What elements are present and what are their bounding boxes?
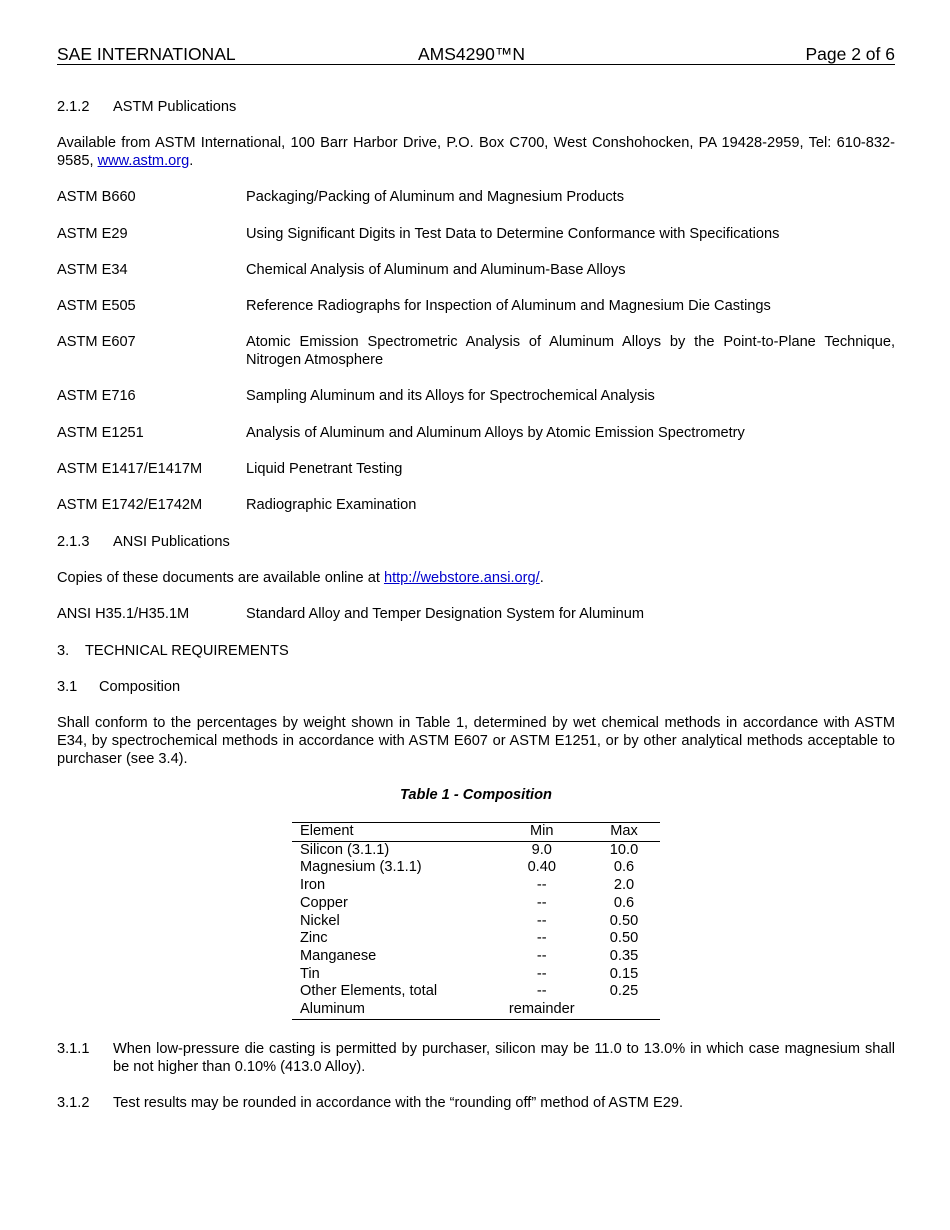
table-row (292, 966, 660, 984)
table-cell: -- (536, 930, 547, 947)
reference-code: ANSI H35.1/H35.1M (57, 606, 190, 622)
astm-availability-text: Available from ASTM International, 100 Barr Harbor Drive, P.O. Box C700, West Conshohocken, PA 19428-2959, Tel: 610-832-9585, www.astm.org. (57, 135, 895, 169)
reference-code: ASTM E34 (57, 262, 128, 278)
reference-title: Liquid Penetrant Testing (246, 461, 403, 477)
reference-title: Radiographic Examination (246, 497, 417, 513)
table-cell: Zinc (300, 930, 328, 947)
table-cell: -- (536, 912, 547, 929)
header-document-number: AMS4290™N (418, 44, 525, 64)
column-header: Element (292, 823, 496, 842)
table-cell: -- (536, 894, 547, 911)
table-cell: 0.6 (613, 859, 635, 876)
section-2-1-2-heading: 2.1.2 ASTM Publications (57, 99, 237, 115)
table-header-row (292, 823, 660, 842)
table-cell: 0.6 (613, 894, 635, 911)
astm-website-link[interactable]: www.astm.org (97, 153, 190, 169)
reference-title: Analysis of Aluminum and Aluminum Alloys by Atomic Emission Spectrometry (246, 425, 745, 441)
paragraph-number: 3.1.2 (57, 1095, 90, 1111)
header-page-number: Page 2 of 6 (805, 44, 895, 64)
composition-paragraph: Shall conform to the percentages by weight shown in Table 1, determined by wet chemical methods in accordance with ASTM E34, by spectrochemical methods in accordance with ASTM E607 or ASTM E1251, or by other analytical methods acceptable to purchaser (see 3.4). (57, 715, 895, 767)
reference-code: ASTM E1417/E1417M (57, 461, 203, 477)
table-cell: Magnesium (3.1.1) (300, 859, 422, 876)
page-header (57, 44, 895, 65)
table-cell: Aluminum (292, 1001, 496, 1019)
table-row (292, 859, 660, 877)
table-row (292, 1001, 660, 1019)
paragraph-number: 3.1.1 (57, 1041, 90, 1057)
column-header: Max (588, 823, 660, 842)
table-row (292, 983, 660, 1001)
ansi-webstore-link[interactable]: http://webstore.ansi.org/ (383, 570, 540, 586)
table-cell: -- (536, 947, 547, 964)
table-cell: -- (536, 983, 547, 1000)
table-row (292, 913, 660, 931)
table-cell: 0.25 (609, 983, 639, 1000)
table-cell: Nickel (300, 912, 340, 929)
table-cell: -- (536, 877, 547, 894)
table-cell: -- (536, 965, 547, 982)
reference-code: ASTM E1742/E1742M (57, 497, 203, 513)
table-row (292, 930, 660, 948)
table-cell: remainder (496, 1001, 589, 1019)
table-cell: Iron (300, 877, 326, 894)
table-row (292, 895, 660, 913)
table-cell: Manganese (300, 947, 377, 964)
table-cell: Copper (300, 894, 348, 911)
table-row (292, 841, 660, 859)
table-cell: Other Elements, total (300, 983, 438, 1000)
reference-title: Using Significant Digits in Test Data to Determine Conformance with Specifications (246, 226, 780, 242)
section-3-heading: 3. TECHNICAL REQUIREMENTS (57, 643, 289, 659)
table-cell: 0.15 (609, 965, 639, 982)
table-row (292, 877, 660, 895)
table-row (292, 948, 660, 966)
reference-title: Chemical Analysis of Aluminum and Aluminum-Base Alloys (246, 262, 626, 278)
column-header: Min (496, 823, 589, 842)
table-cell: 0.40 (527, 859, 556, 876)
table-cell: Tin (300, 965, 320, 982)
table-cell: 9.0 (531, 841, 552, 858)
table-cell: 10.0 (609, 841, 639, 858)
table-cell: 0.50 (609, 930, 639, 947)
reference-code: ASTM E505 (57, 298, 136, 314)
reference-title: Standard Alloy and Temper Designation System for Aluminum (246, 606, 645, 622)
composition-table (292, 822, 660, 1020)
reference-code: ASTM E716 (57, 388, 136, 404)
reference-title: Sampling Aluminum and its Alloys for Spectrochemical Analysis (246, 388, 655, 404)
reference-code: ASTM E29 (57, 226, 128, 242)
table-caption: Table 1 - Composition (400, 787, 552, 803)
paragraph-text: When low-pressure die casting is permitted by purchaser, silicon may be 11.0 to 13.0% in which case magnesium shall be not higher than 0.10% (413.0 Alloy). (113, 1041, 895, 1075)
table-cell: 2.0 (613, 877, 635, 894)
reference-code: ASTM B660 (57, 189, 136, 205)
paragraph-text: Test results may be rounded in accordance with the “rounding off” method of ASTM E29. (113, 1095, 684, 1111)
reference-title: Packaging/Packing of Aluminum and Magnesium Products (246, 189, 625, 205)
reference-title: Reference Radiographs for Inspection of Aluminum and Magnesium Die Castings (246, 298, 771, 314)
table-cell: 0.50 (609, 912, 639, 929)
section-3-1-heading: 3.1 Composition (57, 679, 181, 695)
reference-code: ASTM E607 (57, 334, 136, 350)
table-cell: 0.35 (609, 947, 639, 964)
table-cell: Silicon (3.1.1) (300, 841, 390, 858)
reference-code: ASTM E1251 (57, 425, 144, 441)
ansi-availability-text: Copies of these documents are available online at http://webstore.ansi.org/. (57, 570, 544, 586)
section-2-1-3-heading: 2.1.3 ANSI Publications (57, 534, 230, 550)
table-cell (588, 1001, 660, 1019)
reference-title: Atomic Emission Spectrometric Analysis of Aluminum Alloys by the Point-to-Plane Technique, Nitrogen Atmosphere (246, 334, 895, 368)
header-organization: SAE INTERNATIONAL (57, 44, 236, 64)
